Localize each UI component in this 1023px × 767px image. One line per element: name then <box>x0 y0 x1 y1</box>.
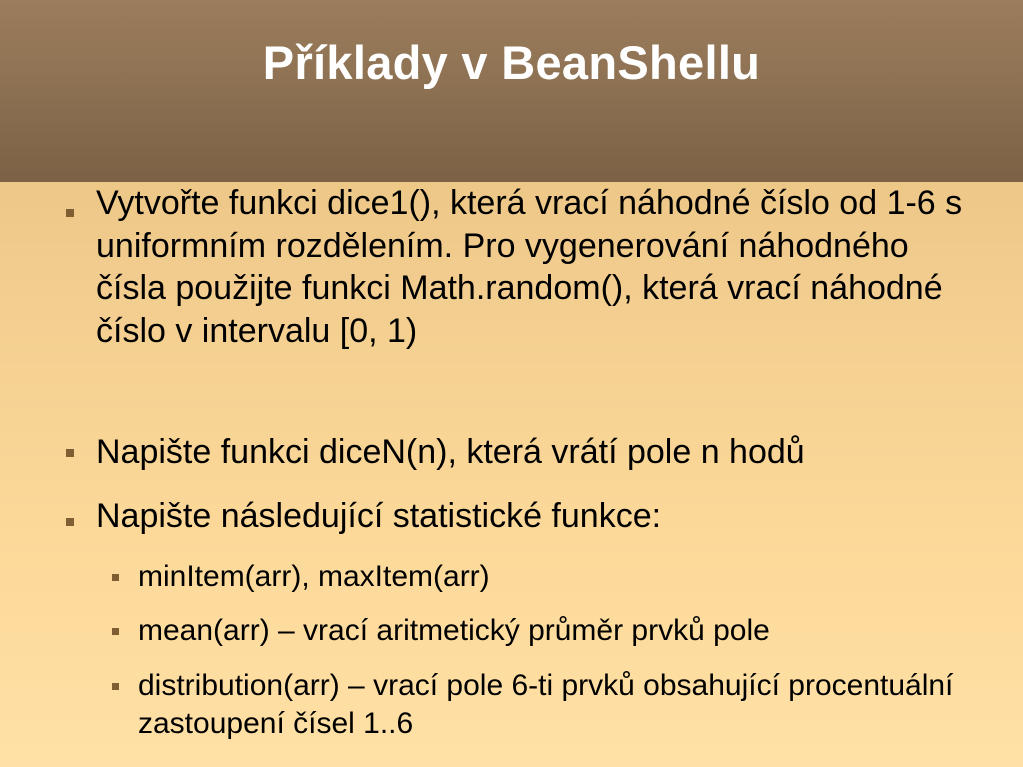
bullet-item-1: Vytvořte funkci dice1(), která vrací náhodné číslo od 1-6 s uniformním rozdělením. Pro vygenerování náhodného čísla použijte funkci Math.random(), která vrací náhodné číslo v intervalu [0, 1) <box>96 184 963 350</box>
sub-bullet-icon <box>112 683 119 690</box>
sub-bullet-icon <box>112 574 119 581</box>
sub-item-1: minItem(arr), maxItem(arr) <box>138 560 490 593</box>
title-band <box>0 0 1023 182</box>
slide-title: Příklady v BeanShellu <box>262 36 761 89</box>
sub-item-2: mean(arr) – vrací aritmetický průměr prvků pole <box>138 614 770 647</box>
bullet-item-3: Napište následující statistické funkce: <box>96 497 662 535</box>
sub-bullet-icon <box>112 628 119 635</box>
bullet-item-2: Napište funkci diceN(n), která vrátí pole n hodů <box>96 433 805 471</box>
bullet-icon <box>66 518 74 526</box>
bullet-icon <box>66 209 74 217</box>
sub-item-3: distribution(arr) – vrací pole 6-ti prvků obsahující procentuální zastoupení čísel 1..6 <box>138 669 954 740</box>
bullet-icon <box>66 449 74 457</box>
